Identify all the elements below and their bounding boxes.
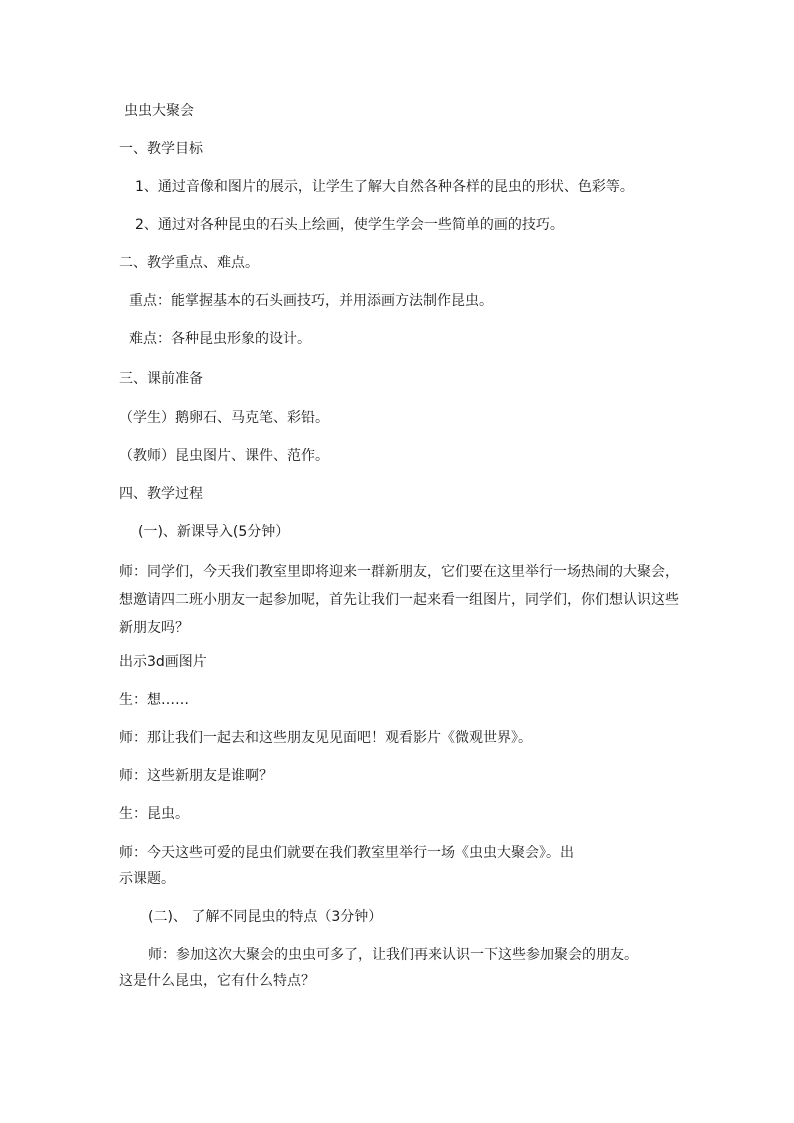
student-dialogue-1: 生：想…… <box>119 692 189 708</box>
prep-students: （学生）鹅卵石、马克笔、彩铅。 <box>119 410 329 426</box>
teacher-dialogue-2: 师：那让我们一起去和这些朋友见见面吧！观看影片《微观世界》。 <box>119 730 532 746</box>
section-heading-key-points: 二、教学重点、难点。 <box>119 255 259 271</box>
section-heading-goals: 一、教学目标 <box>119 141 203 157</box>
key-point-text: 重点：能掌握基本的石头画技巧，并用添画方法制作昆虫。 <box>129 293 493 309</box>
teacher-dialogue-4-line-2: 示课题。 <box>119 871 175 887</box>
prep-teacher: （教师）昆虫图片、课件、范作。 <box>119 448 329 464</box>
step-1-heading: (一)、新课导入(5分钟） <box>138 524 290 540</box>
document-title: 虫虫大聚会 <box>124 103 194 119</box>
student-dialogue-2: 生：昆虫。 <box>119 806 189 822</box>
teacher-dialogue-4-line-1: 师：今天这些可爱的昆虫们就要在我们教室里举行一场《虫虫大聚会》。出 <box>119 845 574 861</box>
difficult-point-text: 难点：各种昆虫形象的设计。 <box>129 331 311 347</box>
teacher-dialogue-3: 师：这些新朋友是谁啊？ <box>119 768 273 784</box>
teacher-dialogue-5-line-1: 师：参加这次大聚会的虫虫可多了，让我们再来认识一下这些参加聚会的朋友。 <box>148 947 638 963</box>
section-heading-process: 四、教学过程 <box>119 486 203 502</box>
goal-item-2: 2、通过对各种昆虫的石头上绘画，使学生学会一些简单的画的技巧。 <box>135 217 564 233</box>
teacher-dialogue-5-line-2: 这是什么昆虫，它有什么特点？ <box>119 973 315 989</box>
step-2-heading: (二)、 了解不同昆虫的特点（3分钟） <box>148 909 383 925</box>
show-images-note: 出示3d画图片 <box>119 654 207 670</box>
section-heading-preparation: 三、课前准备 <box>119 371 203 387</box>
teacher-dialogue-1: 师：同学们，今天我们教室里即将迎来一群新朋友，它们要在这里举行一场热闹的大聚会，想邀请四二班小朋友一起参加呢，首先让我们一起来看一组图片，同学们，你们想认识这些新朋友吗？ <box>119 564 679 636</box>
goal-item-1: 1、通过音像和图片的展示，让学生了解大自然各种各样的昆虫的形状、色彩等。 <box>135 179 634 195</box>
